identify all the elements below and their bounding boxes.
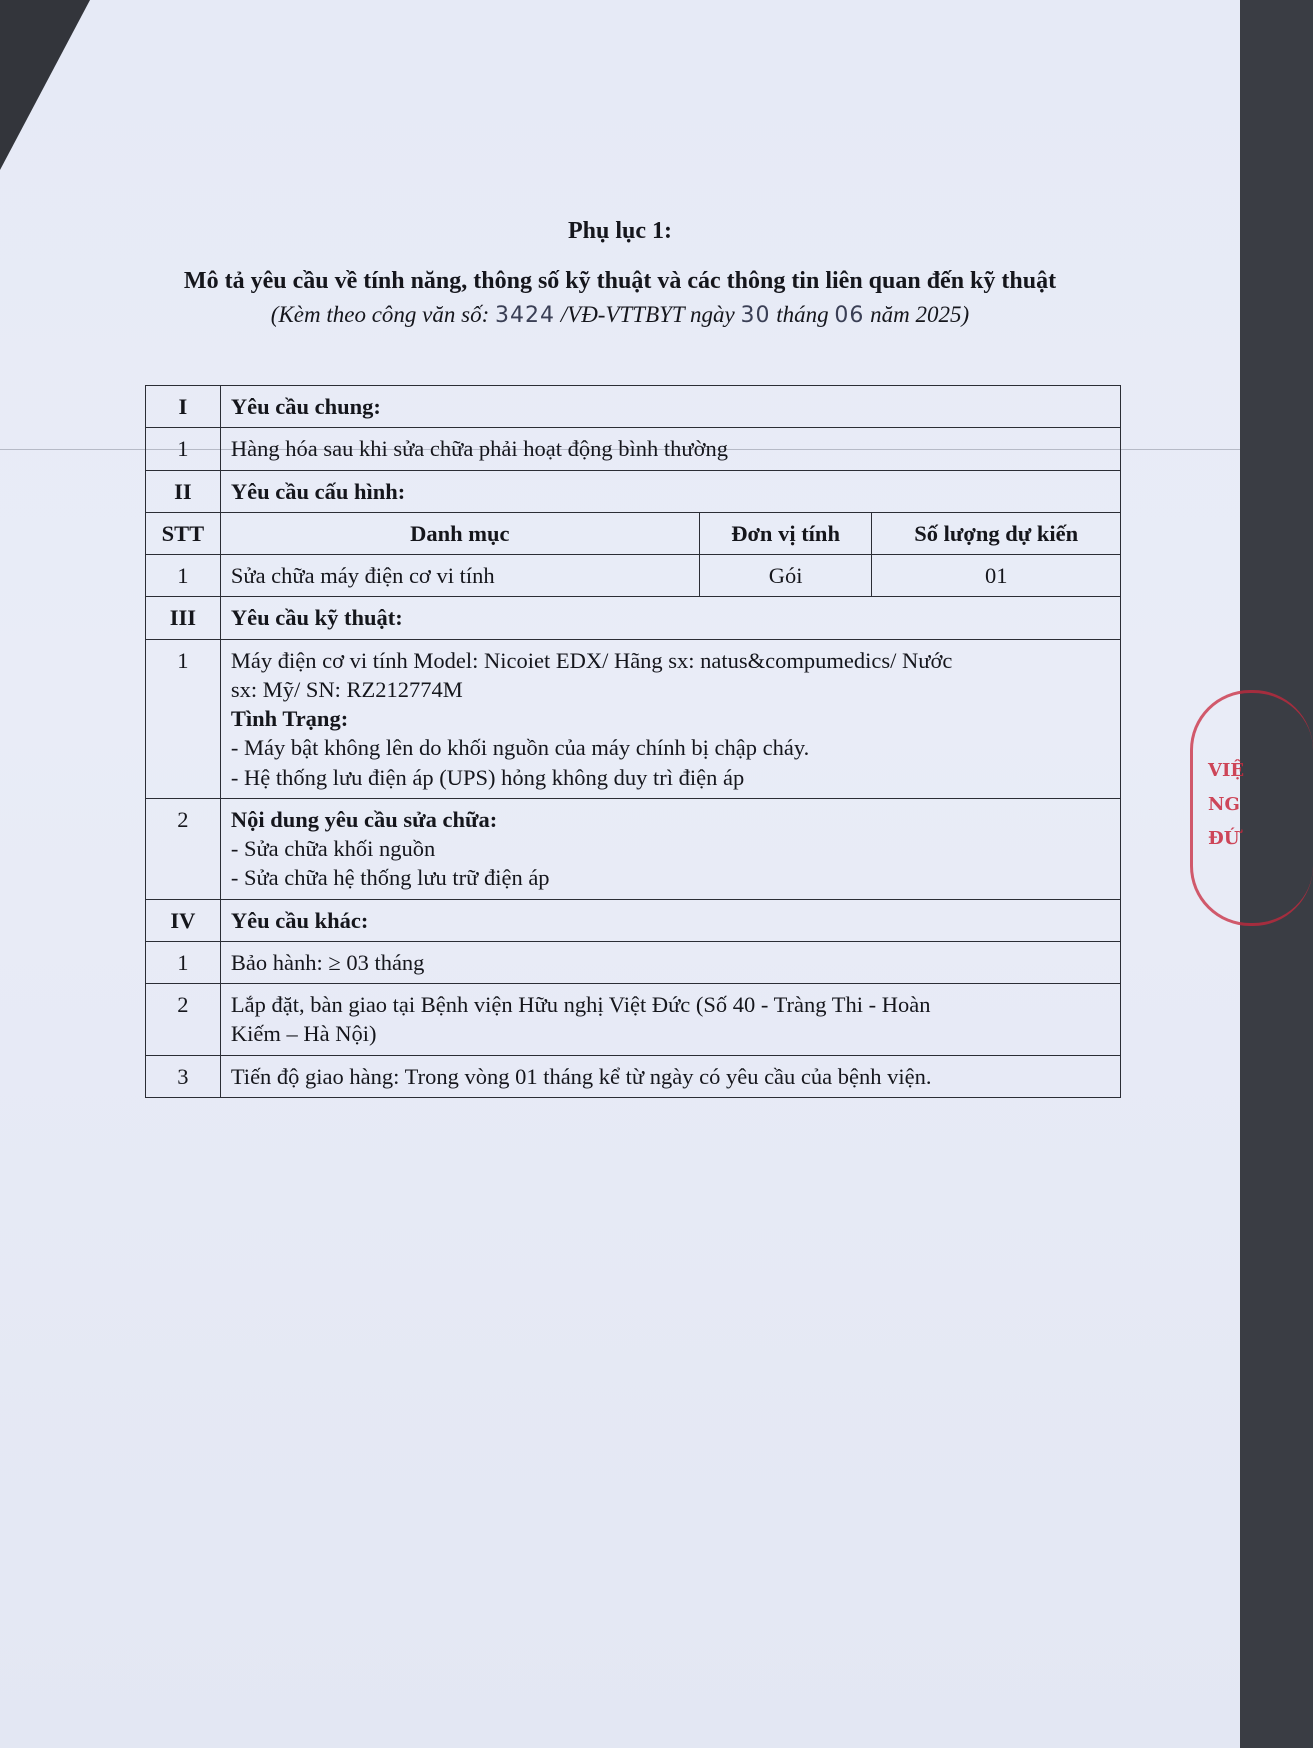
row-number: 2 (146, 798, 221, 899)
section-roman: II (146, 470, 221, 512)
row-text: Hàng hóa sau khi sửa chữa phải hoạt động bình thường (220, 428, 1120, 470)
section-title: Yêu cầu cấu hình: (220, 470, 1120, 512)
row-repair-content (220, 798, 1120, 899)
installation-line-2: Kiếm – Hà Nội) (230, 1021, 377, 1047)
section-row-technical (146, 597, 1121, 639)
installation-line-1: Lắp đặt, bàn giao tại Bệnh viện Hữu nghị Việt Đức (Số 40 - Tràng Thi - Hoàn (230, 992, 931, 1017)
page-corner-shadow (0, 0, 90, 170)
table-row (146, 639, 1121, 798)
header-unit: Đơn vị tính (699, 512, 872, 554)
section-roman: IV (146, 899, 221, 941)
header-stt: STT (146, 512, 221, 554)
section-title: Yêu cầu chung: (220, 386, 1120, 428)
repair-line-1: - Sửa chữa khối nguồn (230, 836, 436, 861)
ref-day-handwritten: 30 (740, 303, 771, 328)
table-row (146, 428, 1121, 470)
stamp-text: VIỆ (1208, 760, 1245, 781)
status-line-1: - Máy bật không lên do khối nguồn của máy chính bị chập cháy. (230, 735, 810, 761)
table-row (146, 984, 1121, 1056)
row-number: 1 (146, 555, 221, 597)
row-unit: Gói (699, 555, 872, 597)
table-row (146, 798, 1121, 899)
row-number: 2 (146, 984, 221, 1056)
status-line-2: - Hệ thống lưu điện áp (UPS) hỏng không duy trì điện áp (230, 764, 745, 790)
ref-suffix: năm 2025) (864, 302, 970, 327)
ref-number-handwritten: 3424 (495, 303, 555, 328)
document-title: Mô tả yêu cầu về tính năng, thông số kỹ thuật và các thông tin liên quan đến kỹ thuật (183, 268, 1057, 294)
document-reference (0, 302, 1240, 328)
row-quantity: 01 (872, 555, 1121, 597)
header-item: Danh mục (220, 512, 699, 554)
row-number: 3 (146, 1055, 221, 1097)
repair-line-2: - Sửa chữa hệ thống lưu trữ điện áp (230, 865, 550, 891)
row-text: Bảo hành: ≥ 03 tháng (220, 941, 1120, 983)
specification-table (145, 385, 1121, 1098)
stamp-text: ĐỨ (1208, 828, 1240, 849)
row-item: Sửa chữa máy điện cơ vi tính (220, 555, 699, 597)
header-quantity: Số lượng dự kiến (872, 512, 1121, 554)
config-header-row (146, 512, 1121, 554)
section-row-general (146, 386, 1121, 428)
row-number: 1 (146, 639, 221, 798)
section-roman: III (146, 597, 221, 639)
section-row-config (146, 470, 1121, 512)
ref-month-handwritten: 06 (834, 303, 865, 328)
table-row (146, 941, 1121, 983)
appendix-label: Phụ lục 1: (567, 218, 672, 244)
device-line-1: Máy điện cơ vi tính Model: Nicoiet EDX/ Hãng sx: natus&compumedics/ Nước (230, 647, 953, 673)
section-row-other (146, 899, 1121, 941)
row-number: 1 (146, 941, 221, 983)
section-title: Yêu cầu khác: (220, 899, 1120, 941)
stamp-text: NG (1208, 794, 1240, 815)
device-line-2: sx: Mỹ/ SN: RZ212774M (230, 676, 463, 702)
row-text: Tiến độ giao hàng: Trong vòng 01 tháng kể từ ngày có yêu cầu của bệnh viện. (220, 1055, 1120, 1097)
row-technical-description (220, 639, 1120, 798)
ref-mid2: tháng (770, 302, 835, 327)
section-roman: I (146, 386, 221, 428)
table-row (146, 555, 1121, 597)
ref-prefix: (Kèm theo công văn số: (270, 302, 495, 327)
ref-mid1: /VĐ-VTTBYT ngày (555, 302, 741, 327)
table-row (146, 1055, 1121, 1097)
section-title: Yêu cầu kỹ thuật: (220, 597, 1120, 639)
row-number: 1 (146, 428, 221, 470)
repair-label: Nội dung yêu cầu sửa chữa: (230, 806, 498, 832)
row-text-multiline (220, 984, 1120, 1056)
status-label: Tình Trạng: (230, 706, 349, 731)
